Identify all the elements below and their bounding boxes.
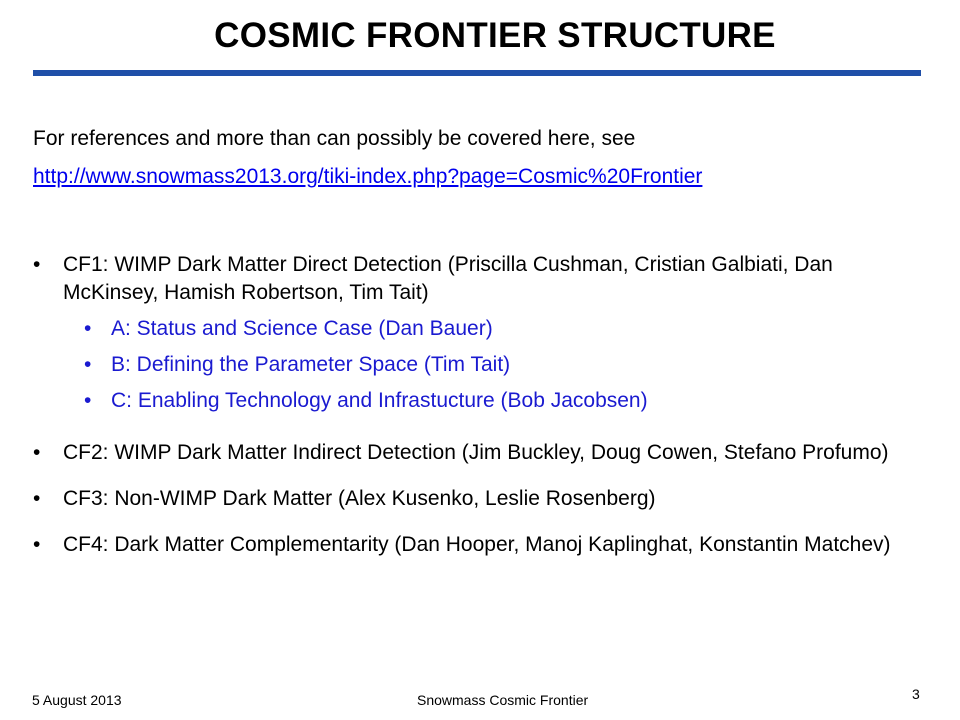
- bullet-cf3: [33, 485, 923, 513]
- sub-bullet-b: • B: Defining the Parameter Space (Tim Tait): [33, 351, 923, 379]
- bullet-cf4: [33, 531, 923, 559]
- bullet-cf3-text: CF3: Non-WIMP Dark Matter (Alex Kusenko, Leslie Rosenberg): [63, 487, 656, 510]
- footer-title: Snowmass Cosmic Frontier: [417, 692, 589, 708]
- bullet-cf4-text: CF4: Dark Matter Complementarity (Dan Hooper, Manoj Kaplinghat, Konstantin Matchev): [63, 533, 891, 556]
- reference-link[interactable]: http://www.snowmass2013.org/tiki-index.php?page=Cosmic%20Frontier: [33, 165, 703, 188]
- bullet-list: [33, 251, 923, 559]
- bullet-cf2-text: CF2: WIMP Dark Matter Indirect Detection (Jim Buckley, Doug Cowen, Stefano Profumo): [63, 441, 889, 464]
- sub-bullet-c: • C: Enabling Technology and Infrastucture (Bob Jacobsen): [33, 387, 923, 415]
- bullet-cf1: [33, 251, 923, 307]
- title-divider: [33, 70, 921, 76]
- intro-text: For references and more than can possibly be covered here, see: [33, 127, 636, 150]
- footer-date: 5 August 2013: [32, 692, 122, 708]
- page-number: 3: [912, 686, 920, 702]
- bullet-cf1-text: CF1: WIMP Dark Matter Direct Detection (Priscilla Cushman, Cristian Galbiati, Dan McKinsey, Hamish Robertson, Tim Tait): [63, 253, 833, 304]
- slide-title: COSMIC FRONTIER STRUCTURE: [214, 16, 776, 55]
- cf1-sublist: [33, 315, 923, 415]
- bullet-cf2: [33, 439, 923, 467]
- sub-bullet-a: • A: Status and Science Case (Dan Bauer): [33, 315, 923, 343]
- intro-block: [33, 122, 702, 194]
